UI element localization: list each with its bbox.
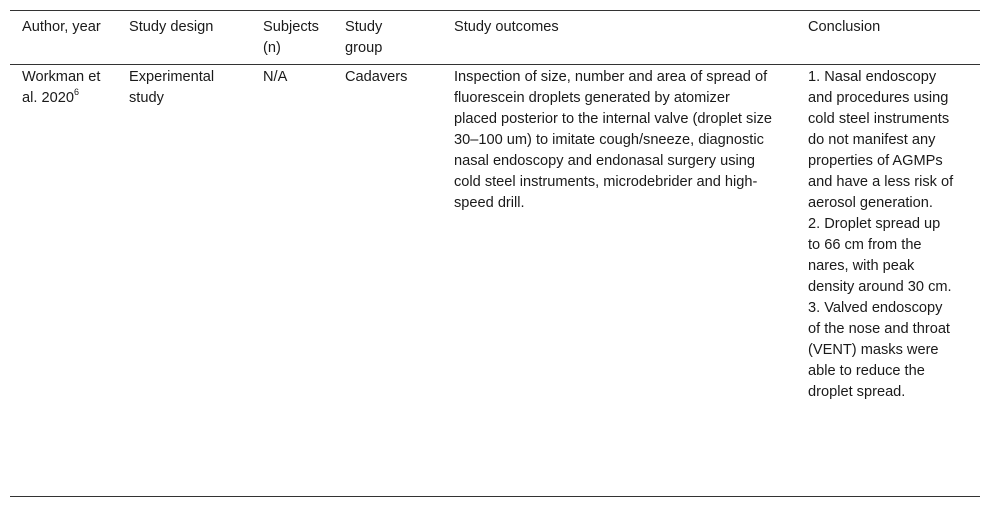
row-study-group: Cadavers (345, 69, 408, 85)
table-bottom-rule (10, 496, 980, 497)
row-study-outcomes: Inspection of size, number and area of spread of fluorescein droplets generated by atomizer placed posterior to the internal valve (droplet size 30–100 um) to imitate cough/sneeze, diagnostic nasal endoscopy and endonasal surgery using cold steel instruments, microdebrider and high-speed drill. (454, 69, 772, 211)
conclusion-item: 1. Nasal endoscopy and procedures using cold steel instruments do not manifest any properties of AGMPs and have a less risk of aerosol generation. (808, 69, 954, 211)
header-subjects: Subjects (n) (263, 19, 319, 56)
row-subjects: N/A (263, 69, 288, 85)
header-study-design: Study design (129, 19, 214, 35)
header-study-outcomes: Study outcomes (454, 19, 559, 35)
row-author-reference: 6 (73, 87, 79, 98)
row-author-text: Workman et al. 2020 (22, 69, 101, 106)
header-study-group: Study group (345, 19, 383, 56)
header-conclusion: Conclusion (808, 19, 881, 35)
row-conclusion (808, 67, 956, 403)
row-study-design: Experimental study (129, 69, 215, 106)
header-divider-rule (10, 64, 980, 65)
conclusion-item: 2. Droplet spread up to 66 cm from the nares, with peak density around 30 cm. (808, 216, 952, 295)
row-author (22, 67, 108, 109)
table-top-rule (10, 10, 980, 11)
conclusion-item: 3. Valved endoscopy of the nose and throat (VENT) masks were able to reduce the droplet spread. (808, 300, 950, 400)
header-author: Author, year (22, 19, 101, 35)
